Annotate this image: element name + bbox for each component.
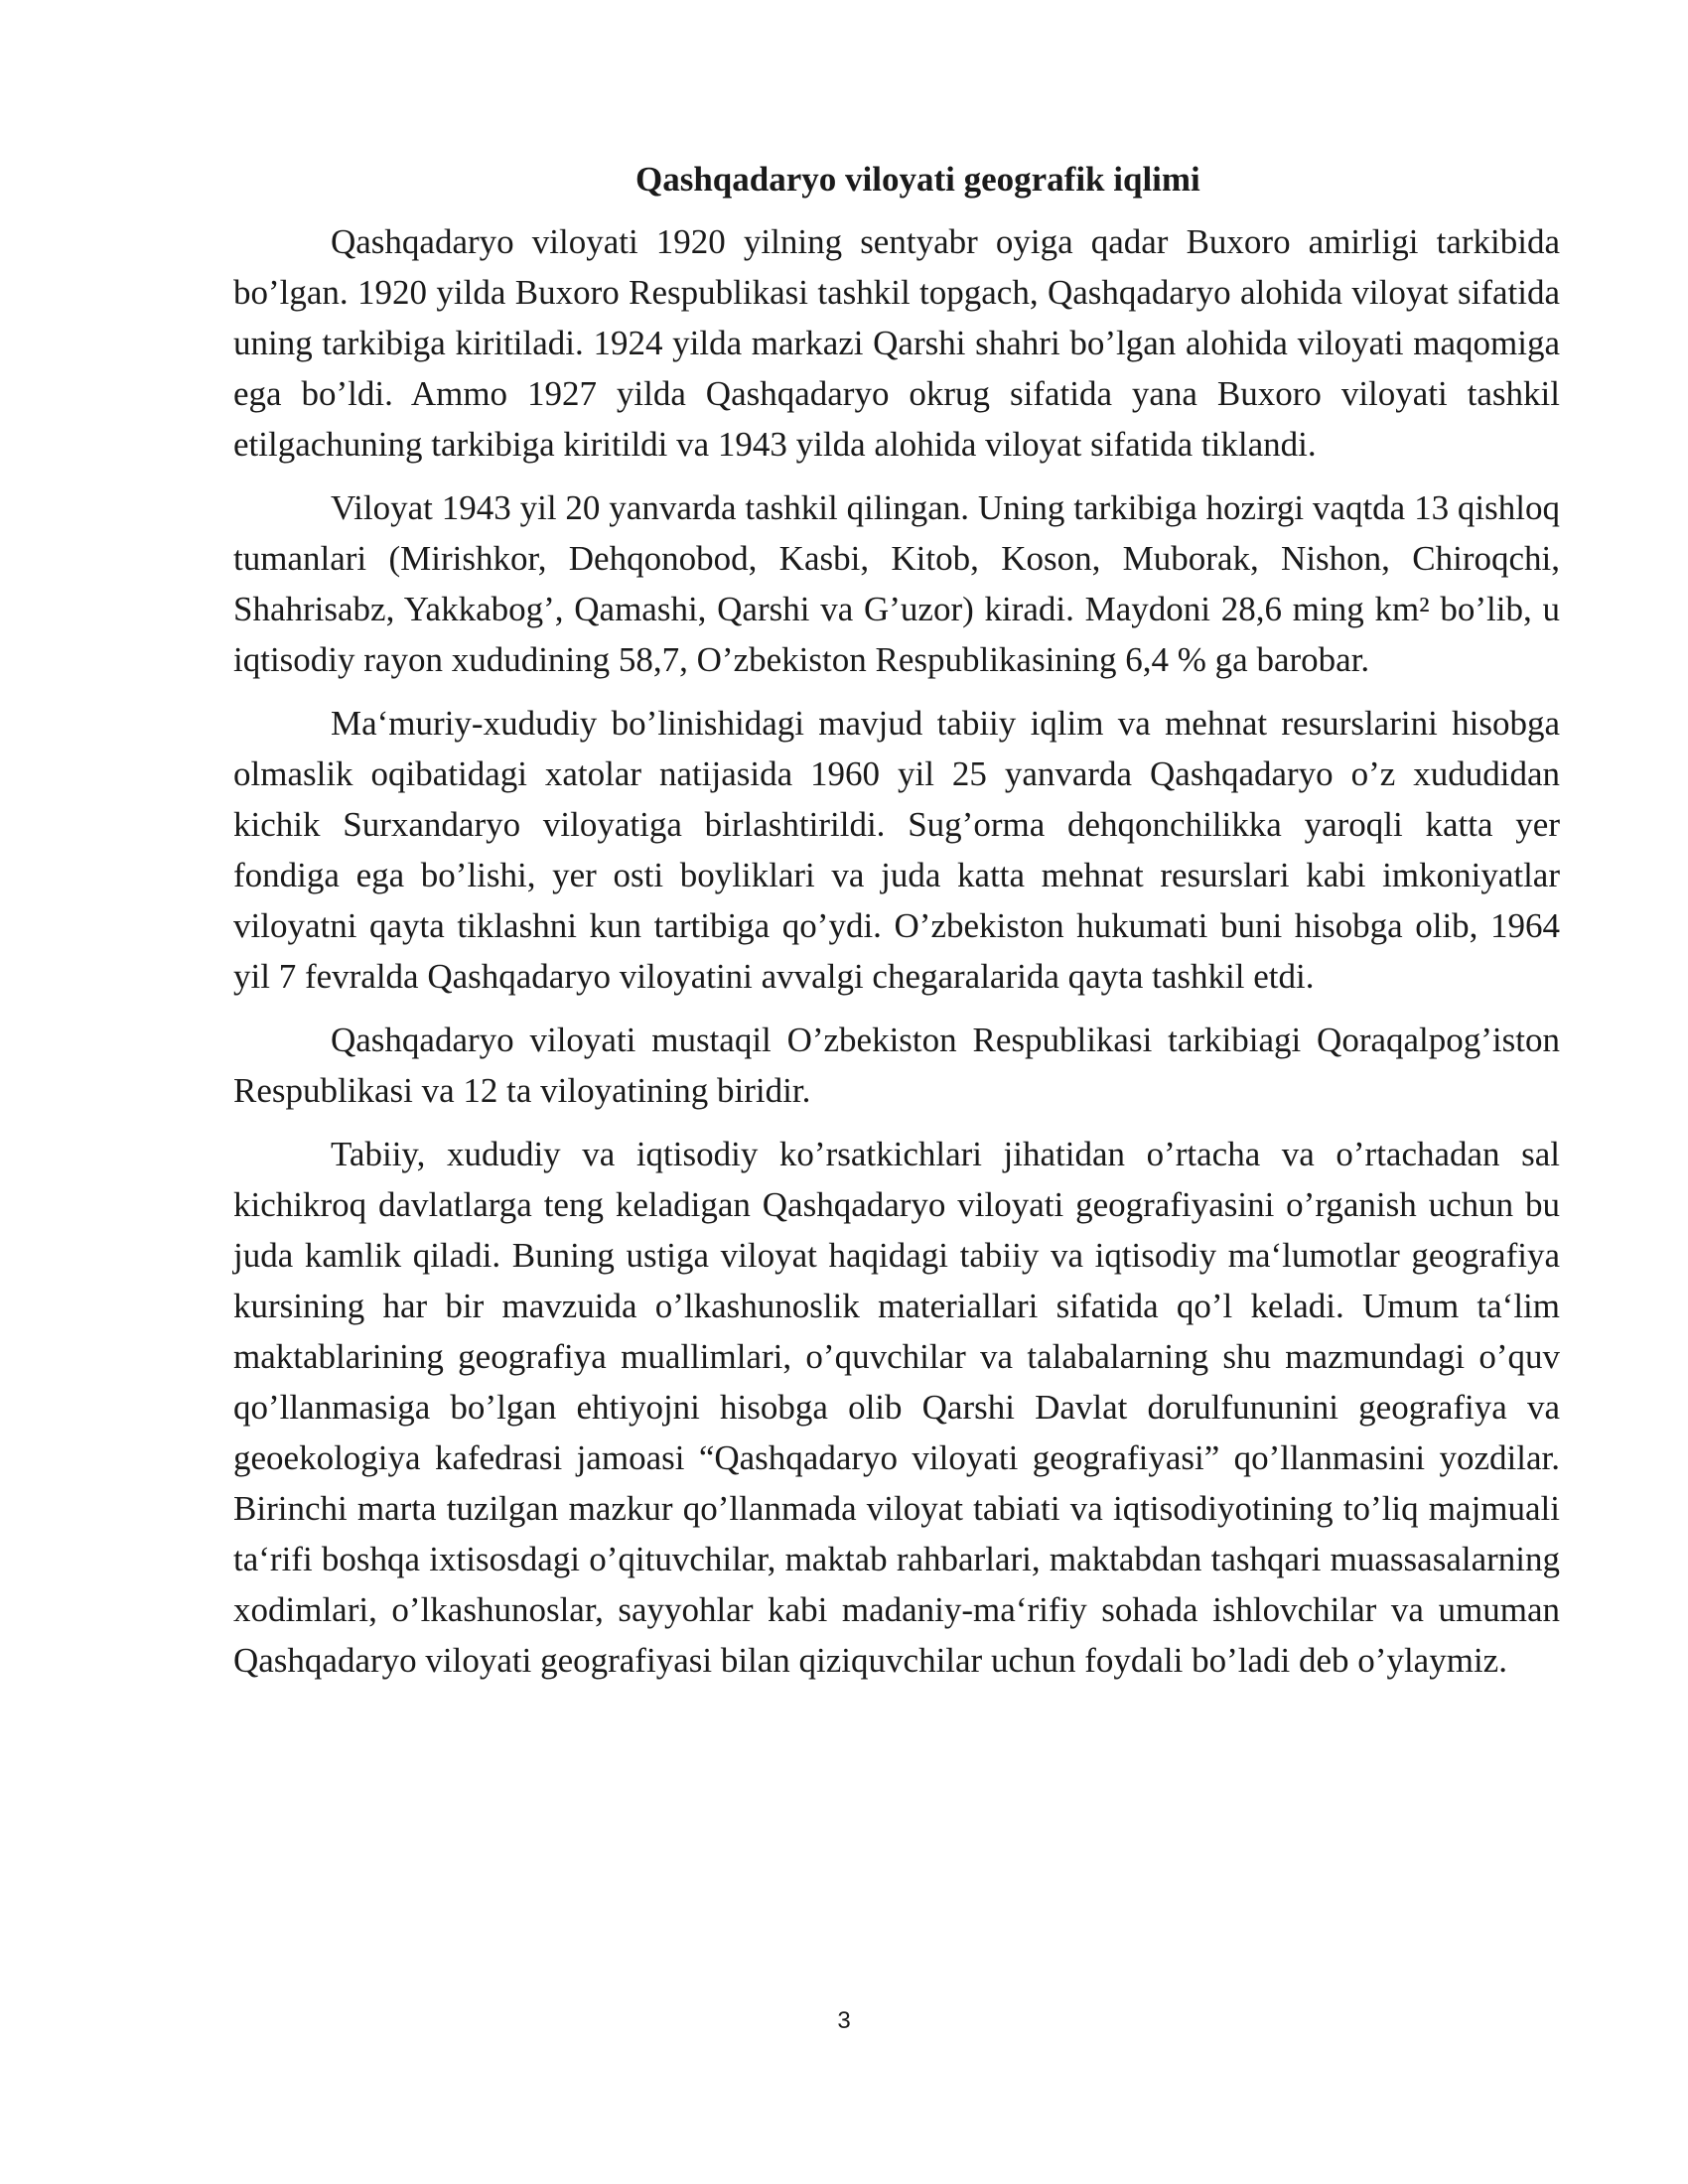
paragraph-purpose: Tabiiy, xududiy va iqtisodiy ko’rsatkichlari jihatidan o’rtacha va o’rtachadan sal kichikroq davlatlarga teng keladigan Qashqadaryo viloyati geografiyasini o’rganish uchun bu juda kamlik qiladi. Buning ustiga viloyat haqidagi tabiiy va iqtisodiy ma‘lumotlar geografiya kursining har bir mavzuida o’lkashunoslik materiallari sifatida qo’l keladi. Umum ta‘lim maktablarining geografiya muallimlari, o’quvchilar va talabalarning shu mazmundagi o’quv qo’llanmasiga bo’lgan ehtiyojni hisobga olib Qarshi Davlat dorulfununini geografiya va geoekologiya kafedrasi jamoasi “Qashqadaryo viloyati geografiyasi” qo’llanmasini yozdilar. Birinchi marta tuzilgan mazkur qo’llanmada viloyat tabiati va iqtisodiyotining to’liq majmuali ta‘rifi boshqa ixtisosdagi o’qituvchilar, maktab rahbarlari, maktabdan tashqari muassasalarning xodimlari, o’lkashunoslar, sayyohlar kabi madaniy-ma‘rifiy sohada ishlovchilar va umuman Qashqadaryo viloyati geografiyasi bilan qiziquvchilar uchun foydali bo’ladi deb o’ylaymiz. <box>233 1135 1560 1680</box>
paragraph-establishment: Viloyat 1943 yil 20 yanvarda tashkil qilingan. Uning tarkibiga hozirgi vaqtda 13 qishloq tumanlari (Mirishkor, Dehqonobod, Kasbi, Kitob, Koson, Muborak, Nishon, Chiroqchi, Shahrisabz, Yakkabog’, Qamashi, Qarshi va G’uzor) kiradi. Maydoni 28,6 ming km² bo’lib, u iqtisodiy rayon xududining 58,7, O’zbekiston Respublikasining 6,4 % ga barobar. <box>233 488 1560 679</box>
page-number: 3 <box>837 2007 851 2034</box>
document-body <box>233 216 1560 1699</box>
paragraph-reorganization: Ma‘muriy-xududiy bo’linishidagi mavjud tabiiy iqlim va mehnat resurslarini hisobga olmaslik oqibatidagi xatolar natijasida 1960 yil 25 yanvarda Qashqadaryo o’z xududidan kichik Surxandaryo viloyatiga birlashtirildi. Sug’orma dehqonchilikka yaroqli katta yer fondiga ega bo’lishi, yer osti boyliklari va juda katta mehnat resurslari kabi imkoniyatlar viloyatni qayta tiklashni kun tartibiga qo’ydi. O’zbekiston hukumati buni hisobga olib, 1964 yil 7 fevralda Qashqadaryo viloyatini avvalgi chegaralarida qayta tashkil etdi. <box>233 704 1560 996</box>
paragraph-history: Qashqadaryo viloyati 1920 yilning sentyabr oyiga qadar Buxoro amirligi tarkibida bo’lgan. 1920 yilda Buxoro Respublikasi tashkil topgach, Qashqadaryo alohida viloyat sifatida uning tarkibiga kiritiladi. 1924 yilda markazi Qarshi shahri bo’lgan alohida viloyati maqomiga ega bo’ldi. Ammo 1927 yilda Qashqadaryo okrug sifatida yana Buxoro viloyati tashkil etilgachuning tarkibiga kiritildi va 1943 yilda alohida viloyat sifatida tiklandi. <box>233 222 1560 464</box>
paragraph-status: Qashqadaryo viloyati mustaqil O’zbekiston Respublikasi tarkibiagi Qoraqalpog’iston Respublikasi va 12 ta viloyatining biridir. <box>233 1021 1560 1110</box>
page-title: Qashqadaryo viloyati geografik iqlimi <box>635 160 1200 199</box>
